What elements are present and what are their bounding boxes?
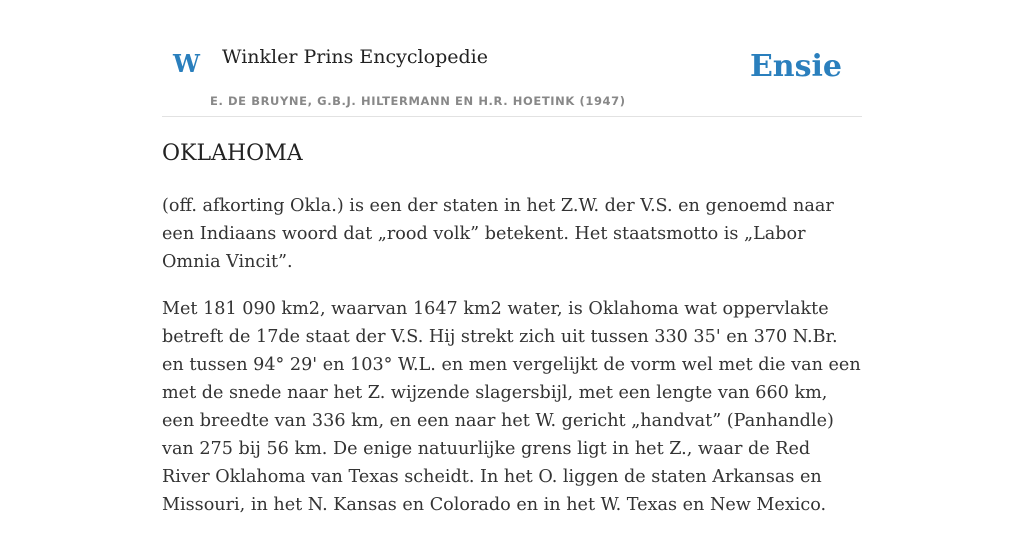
source-authors: E. DE BRUYNE, G.B.J. HILTERMANN EN H.R. HOETINK (1947) xyxy=(210,94,626,108)
article-body xyxy=(162,192,862,538)
source-header xyxy=(162,0,862,117)
article-paragraph: Met 181 090 km2, waarvan 1647 km2 water, is Oklahoma wat oppervlakte betreft de 17de staat der V.S. Hij strekt zich uit tussen 330 35' en 370 N.Br. en tussen 94° 29' en 103° W.L. en men vergelijkt de vorm wel met die van een met de snede naar het Z. wijzende slagersbijl, met een lengte van 660 km, een breedte van 336 km, en een naar het W. gericht „handvat” (Panhandle) van 275 bij 56 km. De enige natuurlijke grens ligt in het Z., waar de Red River Oklahoma van Texas scheidt. In het O. liggen de staten Arkansas en Missouri, in het N. Kansas en Colorado en in het W. Texas en New Mexico. xyxy=(162,299,861,515)
source-logo[interactable]: W xyxy=(173,49,200,78)
brand-logo[interactable]: Ensie xyxy=(749,49,842,84)
article-paragraph: (off. afkorting Okla.) is een der staten in het Z.W. der V.S. en genoemd naar een Indiaans woord dat „rood volk” betekent. Het staatsmotto is „Labor Omnia Vincit”. xyxy=(162,196,834,272)
article-page xyxy=(162,0,862,515)
source-title[interactable]: Winkler Prins Encyclopedie xyxy=(222,46,488,68)
article-title: OKLAHOMA xyxy=(162,141,303,166)
